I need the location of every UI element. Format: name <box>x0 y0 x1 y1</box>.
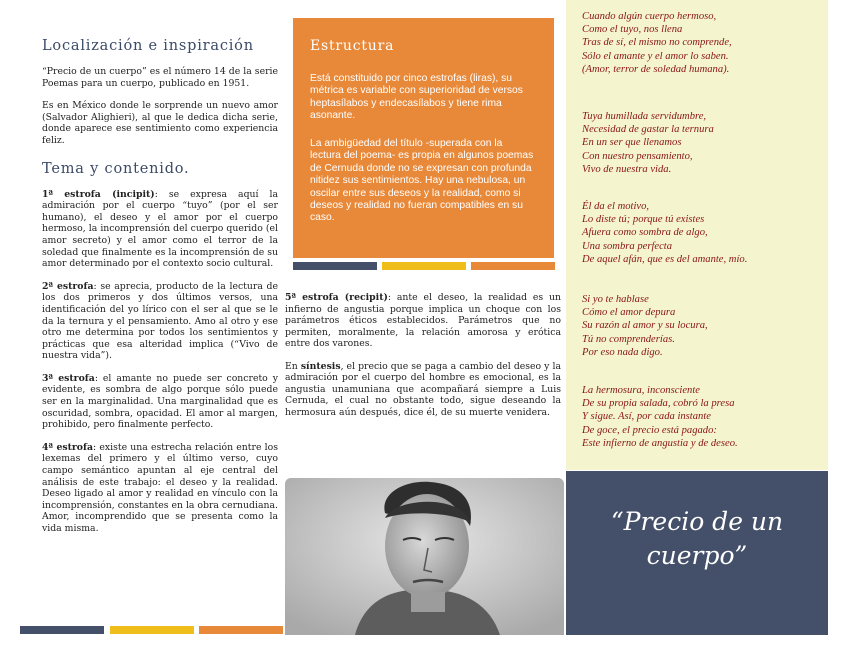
poem-line: Vivo de nuestra vida. <box>582 163 672 175</box>
bar-yellow-middle <box>382 262 466 270</box>
heading-localizacion: Localización e inspiración <box>42 38 254 54</box>
poem-line: La hermosura, inconsciente <box>582 385 700 396</box>
poem-line: Por eso nada digo. <box>582 346 663 358</box>
poem-line: En un ser que llenamos <box>582 137 682 149</box>
sintesis-prefix: En <box>285 360 301 372</box>
paragraph-estrofa-2 <box>42 281 278 362</box>
text-estrofa-2: : se aprecia, producto de la lectura de los dos primeros y dos últimos versos, una identificación del yo lírico con el ser al que se le da la ternura y el pensamiento. Amo al otro y ese otro me determina por todos los sentimientos y prácticas que esa alteridad implica (“Vivo de nuestra vida”). <box>42 280 278 362</box>
poem-line: Como el tuyo, nos llena <box>582 24 683 36</box>
poem-line: Una sombra perfecta <box>582 240 673 252</box>
poem-stanza-3 <box>582 200 822 266</box>
poem-stanza-5 <box>582 384 822 450</box>
text-estrofa-4: : existe una estrecha relación entre los lexemas del primero y el último verso, cuyo campo semántico apuntan al eje central del análisis de este trabajo: el deseo y la realidad. Deseo ligado al amor y realidad en vínculo con la incomprensión, constantes en la obra cernudiana. Amor, incomprendido que se presenta como la vida misma. <box>42 441 278 534</box>
estructura-box <box>293 18 554 258</box>
text-estrofa-5: : ante el deseo, la realidad es un infierno de angustia porque implica un choque con los parámetros éticos establecidos. Parámetros que no permiten, moralmente, la relación amorosa y erótica entre dos varones. <box>285 292 561 349</box>
paragraph-estrofa-4 <box>42 442 278 535</box>
label-sintesis: síntesis <box>300 360 341 372</box>
poem-line: Cómo el amor depura <box>582 307 676 319</box>
left-column <box>42 38 278 546</box>
estructura-paragraph-2: La ambigüedad del título -superada con la lectura del poema- es propia en algunos poemas de Cernuda donde no se expresan con profunda nitidez sus sentimientos. Hay una nebulosa, un oscilar entre sus deseos y la realidad, como si deseos y realidad no fueran compatibles en su caso. <box>310 138 534 224</box>
poem-line: De su propia salada, cobró la presa <box>582 398 735 410</box>
poem-stanza-4 <box>582 293 822 359</box>
paragraph-estrofa-3 <box>42 373 278 431</box>
poem-line: Con nuestro pensamiento, <box>582 150 693 162</box>
poem-title <box>566 505 828 573</box>
middle-column <box>285 292 561 429</box>
label-estrofa-1: 1ª estrofa (incipit) <box>42 188 155 200</box>
paragraph-estrofa-1 <box>42 189 278 270</box>
poem-line: De aquel afán, que es del amante, mío. <box>582 253 748 265</box>
text-estrofa-3: : el amante no puede ser concreto y evidente, es sombra de algo porque sólo puede ser en la marginalidad. Una marginalidad que es oscuridad, sombra, opacidad. El amor al margen, prohibido, pero finalmente perfecto. <box>42 372 278 431</box>
poem-line: Tuya humillada servidumbre, <box>582 111 707 122</box>
poem-line: (Amor, terror de soledad humana). <box>582 63 730 75</box>
poem-line: Y sigue. Así, por cada instante <box>582 411 711 423</box>
text-sintesis: , el precio que se paga a cambio del deseo y la admiración por el cuerpo del hombre es emocional, es la angustia unamuniana que acompañará siempre a Luis Cernuda, el cual no obstante todo, sigue deseando la hermosura aún después, dice él, de su muerte venidera. <box>285 360 561 418</box>
text-estrofa-1: : se expresa aquí la admiración por el cuerpo “tuyo” (por el ser humano), el deseo y el amor por el cuerpo hermoso, la incomprensión del cuerpo querido (el amor secreto) y el amor como el terror de la soledad que finalmente es la incomprensión de su amor determinado por el contexto socio cultural. <box>42 188 278 270</box>
paragraph-sintesis <box>285 361 561 419</box>
bar-orange-bottom <box>199 626 283 634</box>
title-box <box>566 471 828 635</box>
poem-stanza-2 <box>582 110 822 176</box>
poem-line: Tú no comprenderías. <box>582 333 675 345</box>
poem-panel <box>566 0 828 470</box>
poem-line: Cuando algún cuerpo hermoso, <box>582 11 717 22</box>
bar-navy-middle <box>293 262 377 270</box>
estructura-title: Estructura <box>310 38 395 54</box>
poem-line: Lo diste tú; porque tú existes <box>582 214 705 226</box>
paragraph-estrofa-5 <box>285 292 561 350</box>
label-estrofa-4: 4ª estrofa <box>42 441 94 453</box>
poem-line: De goce, el precio está pagado: <box>582 424 717 436</box>
label-estrofa-5: 5ª estrofa (recipit) <box>285 292 388 303</box>
poem-line: Su razón al amor y su locura, <box>582 320 708 332</box>
heading-tema: Tema y contenido. <box>42 160 190 177</box>
estructura-paragraph-1: Está constituido por cinco estrofas (liras), su métrica es variable con superioridad de versos heptasílabos y endecasílabos y tiene rima asonante. <box>310 73 523 122</box>
bar-orange-middle <box>471 262 555 270</box>
poem-line: Sólo el amante y el amor lo saben. <box>582 50 729 62</box>
poem-title-line-1: “Precio de un <box>610 507 784 536</box>
label-estrofa-3: 3ª estrofa <box>42 372 95 384</box>
paragraph-publicacion: “Precio de un cuerpo” es el número 14 de la serie Poemas para un cuerpo, publicado en 1951. <box>42 66 278 89</box>
poem-line: Él da el motivo, <box>582 201 650 212</box>
paragraph-mexico: Es en México donde le sorprende un nuevo amor (Salvador Alighieri), al que le dedica dicha serie, donde aparece ese sentimiento como experiencia feliz. <box>42 100 278 146</box>
label-estrofa-2: 2ª estrofa <box>42 280 94 292</box>
poem-title-line-2: cuerpo” <box>646 541 748 570</box>
poem-line: Tras de sí, el mismo no comprende, <box>582 37 732 49</box>
poem-line: Necesidad de gastar la ternura <box>582 124 714 136</box>
portrait-photo <box>285 478 564 635</box>
poem-line: Afuera como sombra de algo, <box>582 227 708 239</box>
bar-navy-bottom <box>20 626 104 634</box>
poem-stanza-1 <box>582 10 822 76</box>
poem-line: Este infierno de angustia y de deseo. <box>582 437 738 449</box>
poem-line: Si yo te hablase <box>582 294 649 305</box>
bar-yellow-bottom <box>110 626 194 634</box>
portrait-illustration <box>285 478 564 635</box>
